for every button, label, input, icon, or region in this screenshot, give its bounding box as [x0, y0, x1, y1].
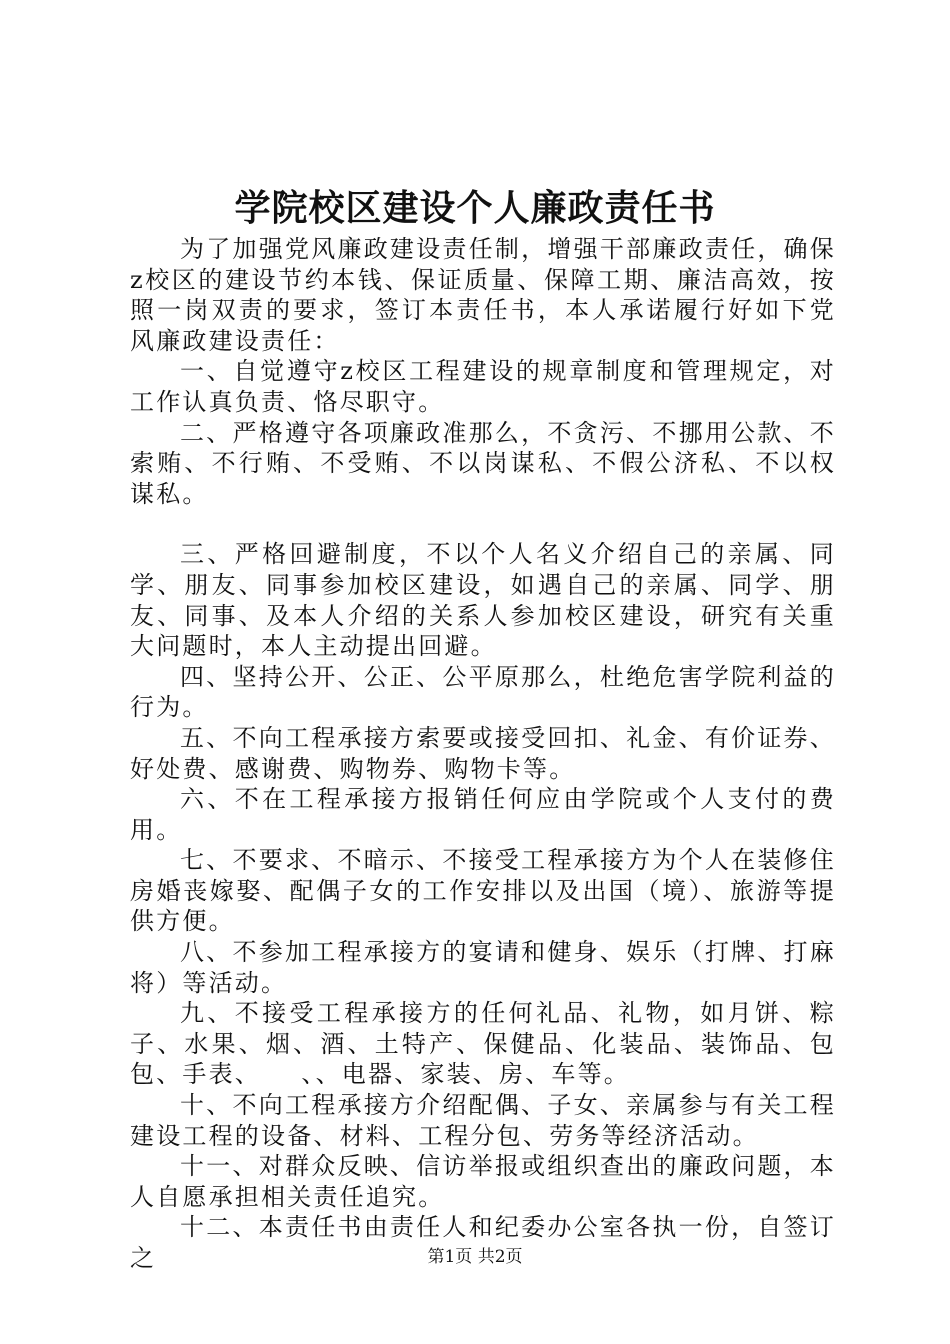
- document-body: [130, 234, 836, 1274]
- paragraph-intro: 为了加强党风廉政建设责任制，增强干部廉政责任，确保z校区的建设节约本钱、保证质量、保障工期、廉洁高效，按照一岗双责的要求，签订本责任书，本人承诺履行好如下党风廉政建设责任：: [130, 235, 836, 355]
- paragraph-clause-4: 四、坚持公开、公正、公平原那么，杜绝危害学院利益的行为。: [130, 662, 836, 722]
- paragraph-clause-1: 一、自觉遵守z校区工程建设的规章制度和管理规定，对工作认真负责、恪尽职守。: [130, 357, 836, 416]
- paragraph-clause-10: 十、不向工程承接方介绍配偶、子女、亲属参与有关工程建设工程的设备、材料、工程分包、劳务等经济活动。: [130, 1091, 836, 1150]
- document-title: 学院校区建设个人廉政责任书: [234, 187, 716, 229]
- paragraph-clause-11: 十一、对群众反映、信访举报或组织查出的廉政问题，本人自愿承担相关责任追究。: [130, 1152, 836, 1211]
- paragraph-clause-12: 十二、本责任书由责任人和纪委办公室各执一份，自签订之: [130, 1213, 836, 1272]
- paragraph-clause-8: 八、不参加工程承接方的宴请和健身、娱乐（打牌、打麻将）等活动。: [130, 938, 836, 997]
- paragraph-clause-3: 三、严格回避制度，不以个人名义介绍自己的亲属、同学、朋友、同事参加校区建设，如遇自己的亲属、同学、朋友、同事、及本人介绍的关系人参加校区建设，研究有关重大问题时，本人主动提出回避。: [130, 540, 836, 661]
- page-number-footer: 第1页 共2页: [427, 1247, 523, 1267]
- paragraph-clause-6: 六、不在工程承接方报销任何应由学院或个人支付的费用。: [130, 785, 836, 844]
- paragraph-clause-9: 九、不接受工程承接方的任何礼品、礼物，如月饼、粽子、水果、烟、酒、土特产、保健品、化装品、装饰品、包包、手表、 、、电器、家装、房、车等。: [130, 999, 836, 1089]
- paragraph-clause-7: 七、不要求、不暗示、不接受工程承接方为个人在装修住房婚丧嫁娶、配偶子女的工作安排以及出国（境）、旅游等提供方便。: [130, 846, 836, 936]
- paragraph-clause-2: 二、严格遵守各项廉政准那么，不贪污、不挪用公款、不索贿、不行贿、不受贿、不以岗谋私、不假公济私、不以权谋私。: [130, 418, 836, 508]
- paragraph-clause-5: 五、不向工程承接方索要或接受回扣、礼金、有价证券、好处费、感谢费、购物券、购物卡等。: [130, 723, 836, 783]
